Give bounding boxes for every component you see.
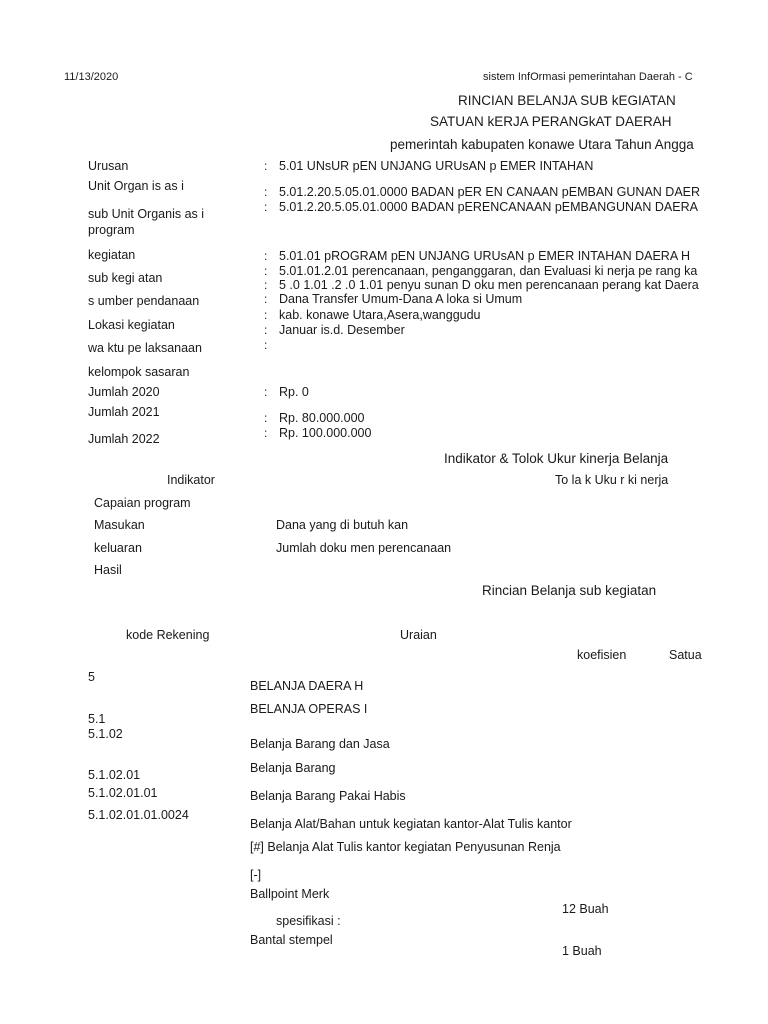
waktu-label: wa ktu pe laksanaan bbox=[88, 341, 202, 355]
account-code: 5.1.02.01.01 bbox=[88, 786, 158, 800]
indikator-row-label: keluaran bbox=[94, 541, 142, 555]
jumlah-2020-value: Rp. 0 bbox=[279, 385, 309, 399]
colon: : bbox=[264, 292, 268, 306]
colon: : bbox=[264, 308, 268, 322]
account-code: 5.1.02 bbox=[88, 727, 123, 741]
unit-label: Unit Organ is as i bbox=[88, 179, 184, 193]
sub-kegiatan-value: 5.01.01.2.01 perencanaan, penganggaran, dan Evaluasi ki nerja pe rang ka bbox=[279, 264, 698, 278]
colon: : bbox=[264, 338, 268, 352]
account-code: 5 bbox=[88, 670, 95, 684]
colon: : bbox=[264, 426, 268, 440]
title-pemerintah: pemerintah kabupaten konawe Utara Tahun Angga bbox=[390, 137, 694, 152]
account-code: 5.1 bbox=[88, 712, 106, 726]
print-date: 11/13/2020 bbox=[64, 71, 119, 83]
sub-unit-label: sub Unit Organis as i bbox=[88, 207, 205, 221]
uraian-item: Bantal stempel bbox=[250, 933, 333, 947]
uraian-header: Uraian bbox=[400, 628, 437, 642]
sub-kegiatan-label: sub kegi atan bbox=[88, 271, 163, 285]
account-code: 5.1.02.01 bbox=[88, 768, 141, 782]
jumlah-2022-label: Jumlah 2022 bbox=[88, 432, 160, 446]
colon: : bbox=[264, 385, 268, 399]
kode-rekening-header: kode Rekening bbox=[126, 628, 210, 642]
uraian-item: [#] Belanja Alat Tulis kantor kegiatan Penyusunan Renja bbox=[250, 840, 561, 854]
sub-kegiatan-value-detail: 5 .0 1.01 .2 .0 1.01 penyu sunan D oku men perencanaan perang kat Daera bbox=[279, 278, 699, 292]
koefisien-header: koefisien bbox=[577, 648, 627, 662]
uraian-item: BELANJA DAERA H bbox=[250, 679, 364, 693]
tolak-ukur-column-header: To la k Uku r ki nerja bbox=[555, 473, 669, 487]
waktu-value: Januar is.d. Desember bbox=[279, 323, 405, 337]
sumber-label: s umber pendanaan bbox=[88, 294, 200, 308]
rincian-heading: Rincian Belanja sub kegiatan bbox=[482, 583, 657, 598]
sumber-value: Dana Transfer Umum-Dana A loka si Umum bbox=[279, 292, 523, 306]
uraian-item: [-] bbox=[250, 868, 262, 882]
indikator-row-value: Jumlah doku men perencanaan bbox=[276, 541, 452, 555]
title-rincian: RINCIAN BELANJA SUB kEGIATAN bbox=[458, 93, 676, 108]
colon: : bbox=[264, 264, 268, 278]
indikator-row-label: Capaian program bbox=[94, 496, 191, 510]
indikator-row-label: Masukan bbox=[94, 518, 145, 532]
program-label: program bbox=[88, 223, 135, 237]
sub-unit-value: 5.01.2.20.5.05.01.0000 BADAN pERENCANAAN pEMBANGUNAN DAERA bbox=[279, 200, 698, 214]
colon: : bbox=[264, 278, 268, 292]
colon: : bbox=[264, 159, 268, 173]
kelompok-label: kelompok sasaran bbox=[88, 365, 190, 379]
kegiatan-label: kegiatan bbox=[88, 248, 136, 262]
jumlah-2021-value: Rp. 80.000.000 bbox=[279, 411, 365, 425]
indikator-row-label: Hasil bbox=[94, 563, 122, 577]
title-satuan-kerja: SATUAN kERJA PERANGkAT DAERAH bbox=[430, 114, 672, 129]
kegiatan-value: 5.01.01 pROGRAM pEN UNJANG URUsAN p EMER INTAHAN DAERA H bbox=[279, 249, 690, 263]
colon: : bbox=[264, 323, 268, 337]
indikator-heading: Indikator & Tolok Ukur kinerja Belanja bbox=[444, 451, 669, 466]
koefisien-value: 1 Buah bbox=[562, 944, 602, 958]
jumlah-2020-label: Jumlah 2020 bbox=[88, 385, 160, 399]
uraian-item: Ballpoint Merk bbox=[250, 887, 330, 901]
uraian-item: Belanja Barang Pakai Habis bbox=[250, 789, 406, 803]
uraian-item: BELANJA OPERAS I bbox=[250, 702, 368, 716]
uraian-item: Belanja Barang bbox=[250, 761, 336, 775]
system-title: sistem InfOrmasi pemerintahan Daerah - C bbox=[483, 71, 693, 83]
lokasi-label: Lokasi kegiatan bbox=[88, 318, 175, 332]
colon: : bbox=[264, 249, 268, 263]
lokasi-value: kab. konawe Utara,Asera,wanggudu bbox=[279, 308, 481, 322]
jumlah-2021-label: Jumlah 2021 bbox=[88, 405, 160, 419]
indikator-row-value: Dana yang di butuh kan bbox=[276, 518, 409, 532]
indikator-column-header: Indikator bbox=[167, 473, 215, 487]
uraian-item: Belanja Alat/Bahan untuk kegiatan kantor-Alat Tulis kantor bbox=[250, 817, 572, 831]
account-code: 5.1.02.01.01.0024 bbox=[88, 808, 189, 822]
satuan-header: Satua bbox=[669, 648, 702, 662]
spesifikasi-label: spesifikasi : bbox=[276, 914, 341, 928]
colon: : bbox=[264, 411, 268, 425]
colon: : bbox=[264, 185, 268, 199]
uraian-item: Belanja Barang dan Jasa bbox=[250, 737, 390, 751]
unit-value: 5.01.2.20.5.05.01.0000 BADAN pER EN CANAAN pEMBAN GUNAN DAER bbox=[279, 185, 701, 199]
koefisien-value: 12 Buah bbox=[562, 902, 609, 916]
urusan-value: 5.01 UNsUR pEN UNJANG URUsAN p EMER INTAHAN bbox=[279, 159, 594, 173]
urusan-label: Urusan bbox=[88, 159, 129, 173]
colon: : bbox=[264, 200, 268, 214]
jumlah-2022-value: Rp. 100.000.000 bbox=[279, 426, 372, 440]
